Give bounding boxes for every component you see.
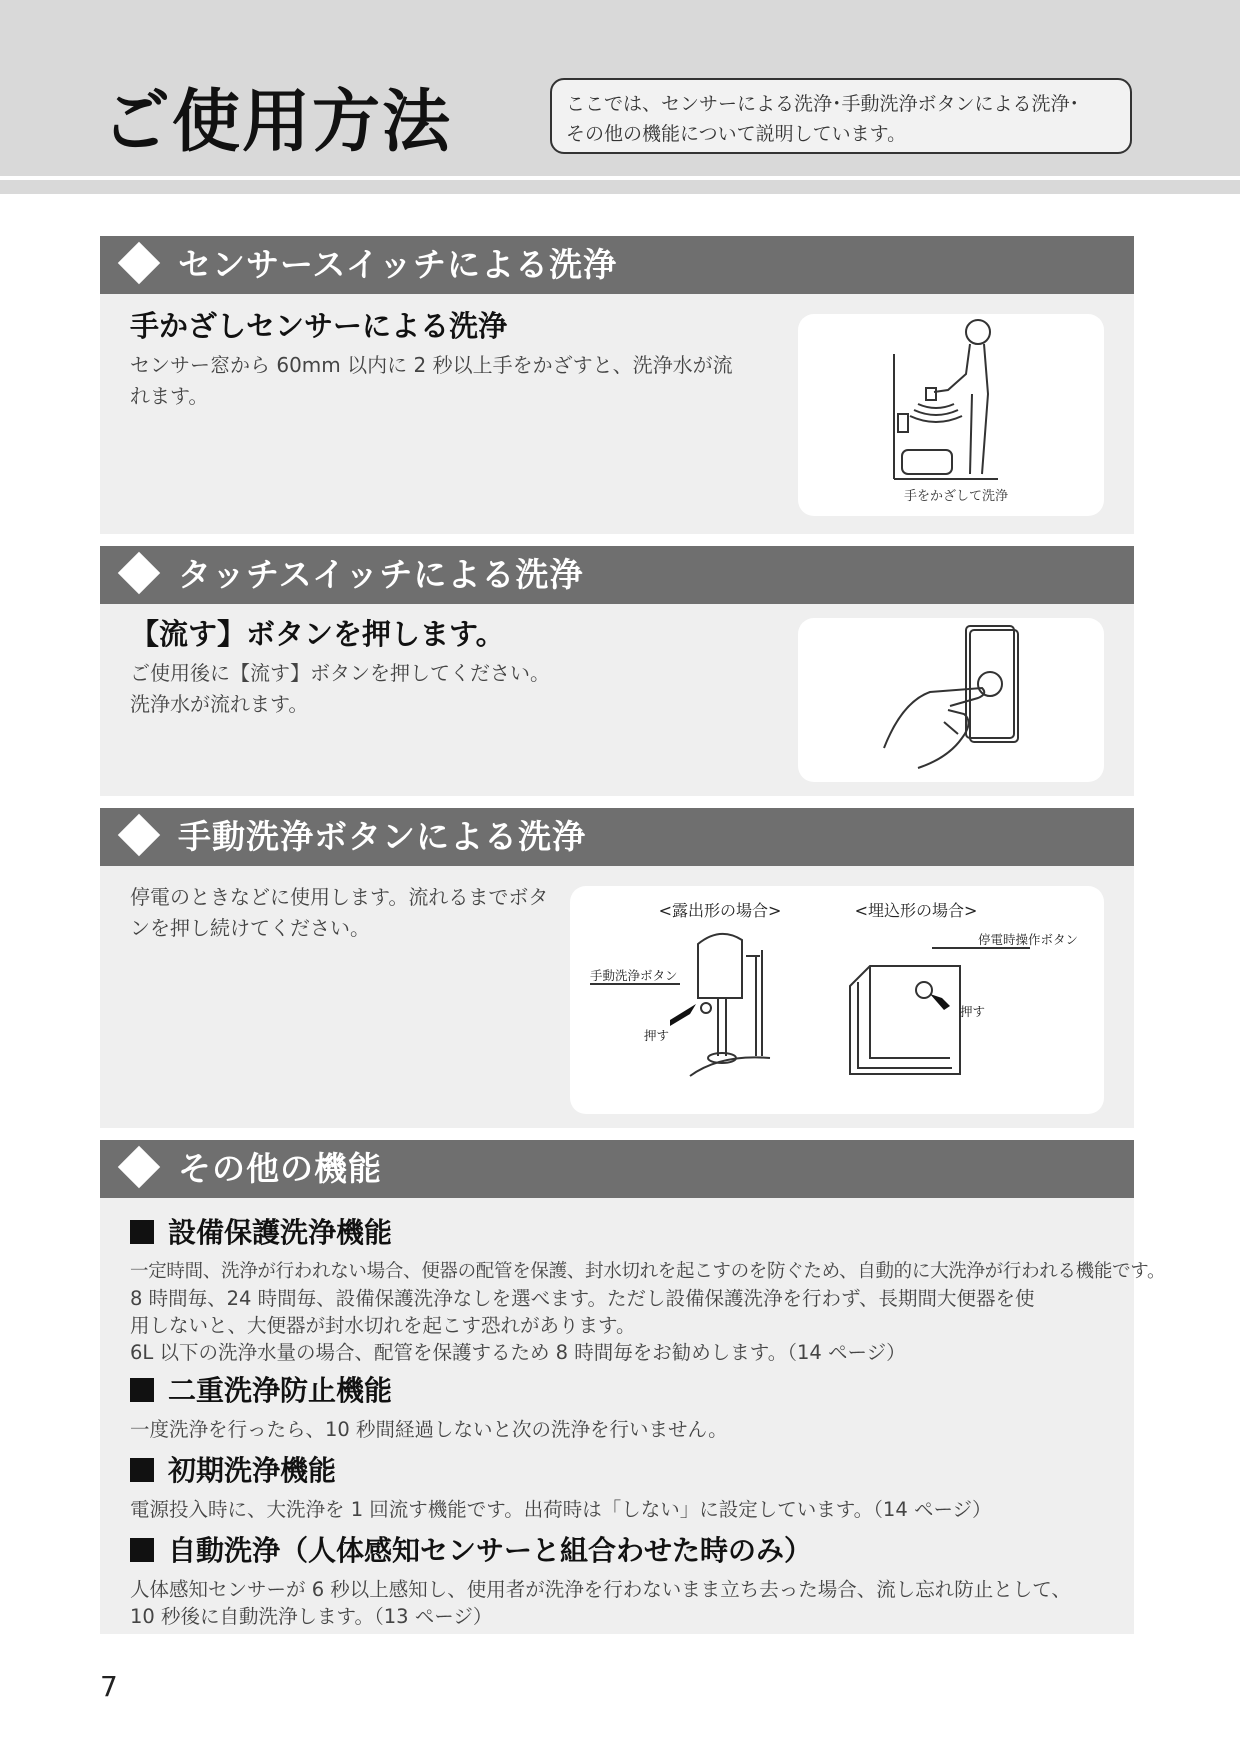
section-bar-touch (100, 546, 1134, 604)
square-bullet-icon (130, 1538, 154, 1562)
subhead-sensor: 手かざしセンサーによる洗浄 (130, 309, 508, 343)
other-item-line: 8 時間毎、24 時間毎、設備保護洗浄なしを選べます。ただし設備保護洗浄を行わず、長期間大便器を使 (130, 1287, 1035, 1310)
fig-right-label: 停電時操作ボタン (978, 932, 1079, 947)
panel-manual (100, 866, 1134, 1128)
panel-touch (100, 604, 1134, 796)
fig-right-push: 押す (960, 1004, 986, 1019)
other-item-title-text: 設備保護洗浄機能 (168, 1216, 393, 1249)
other-item-line: 一度洗浄を行ったら、10 秒間経過しないと次の洗浄を行いません。 (130, 1418, 728, 1441)
other-item-line: 一定時間、洗浄が行われない場合、便器の配管を保護、封水切れを起こすのを防ぐため、自動的に大洗浄が行われる機能です。 (130, 1261, 1166, 1282)
other-item-text (130, 1576, 1120, 1630)
text-manual-line-2: ンを押し続けてください。 (130, 916, 370, 940)
other-item-title-text: 初期洗浄機能 (168, 1454, 337, 1487)
text-manual (130, 882, 550, 944)
fig-left-push: 押す (644, 1028, 670, 1043)
other-item-title-text: 二重洗浄防止機能 (168, 1374, 393, 1407)
intro-line-2: その他の機能について説明しています。 (566, 123, 907, 145)
page-title: ご使用方法 (102, 83, 453, 162)
diamond-icon (118, 552, 160, 594)
page-number: 7 (100, 1670, 118, 1703)
fig-left-title: <露出形の場合> (658, 901, 782, 920)
finger-press-button-illustration (798, 618, 1104, 782)
figure-sensor-caption: 手をかざして洗浄 (903, 489, 1009, 504)
subhead-touch: 【流す】ボタンを押します。 (130, 617, 505, 651)
other-item-line: 10 秒後に自動洗浄します。（13 ページ） (130, 1605, 493, 1628)
diamond-icon (118, 1146, 160, 1188)
other-item-text (130, 1258, 1166, 1366)
manual-button-illustration (570, 886, 1104, 1114)
section-title-sensor: センサースイッチによる洗浄 (178, 245, 618, 284)
other-item-title (130, 1534, 812, 1568)
panel-sensor (100, 294, 1134, 534)
diamond-icon (118, 814, 160, 856)
figure-sensor (798, 314, 1104, 516)
section-bar-sensor (100, 236, 1134, 294)
text-manual-line-1: 停電のときなどに使用します。流れるまでボタ (130, 885, 549, 909)
section-bar-manual (100, 808, 1134, 866)
fig-right-title: <埋込形の場合> (854, 901, 978, 920)
fig-left-label: 手動洗浄ボタン (590, 968, 678, 983)
square-bullet-icon (130, 1378, 154, 1402)
figure-touch (798, 618, 1104, 782)
text-sensor-line-1: センサー窓から 60mm 以内に 2 秒以上手をかざすと、洗浄水が流 (130, 353, 733, 377)
other-item-line: 用しないと、大便器が封水切れを起こす恐れがあります。 (130, 1314, 636, 1337)
other-item-line: 6L 以下の洗浄水量の場合、配管を保護するため 8 時間毎をお勧めします。（14 ページ） (130, 1341, 906, 1364)
other-item-text (130, 1496, 1120, 1523)
other-item-line: 電源投入時に、大洗浄を 1 回流す機能です。出荷時は「しない」に設定しています。（14 ページ） (130, 1498, 992, 1521)
section-title-other: その他の機能 (178, 1149, 382, 1188)
section-title-touch: タッチスイッチによる洗浄 (178, 555, 584, 594)
diamond-icon (118, 242, 160, 284)
other-item-title-text: 自動洗浄（人体感知センサーと組合わせた時のみ） (168, 1534, 813, 1567)
other-item-line: 人体感知センサーが 6 秒以上感知し、使用者が洗浄を行わないまま立ち去った場合、流し忘れ防止として、 (130, 1578, 1071, 1601)
other-item-text (130, 1416, 1120, 1443)
header-divider (0, 180, 1240, 194)
hand-over-sensor-illustration (798, 314, 1104, 516)
other-item-title (130, 1374, 392, 1408)
text-touch-line-2: 洗浄水が流れます。 (130, 692, 309, 716)
text-sensor (130, 350, 770, 412)
section-bar-other (100, 1140, 1134, 1198)
section-title-manual: 手動洗浄ボタンによる洗浄 (178, 817, 586, 856)
square-bullet-icon (130, 1458, 154, 1482)
text-touch-line-1: ご使用後に【流す】ボタンを押してください。 (130, 661, 550, 685)
other-item-title (130, 1216, 392, 1250)
figure-manual (570, 886, 1104, 1114)
text-touch (130, 658, 750, 720)
intro-box (550, 78, 1132, 154)
text-sensor-line-2: れます。 (130, 384, 209, 408)
square-bullet-icon (130, 1220, 154, 1244)
other-item-title (130, 1454, 336, 1488)
intro-line-1: ここでは、センサーによる洗浄･手動洗浄ボタンによる洗浄･ (566, 93, 1080, 115)
